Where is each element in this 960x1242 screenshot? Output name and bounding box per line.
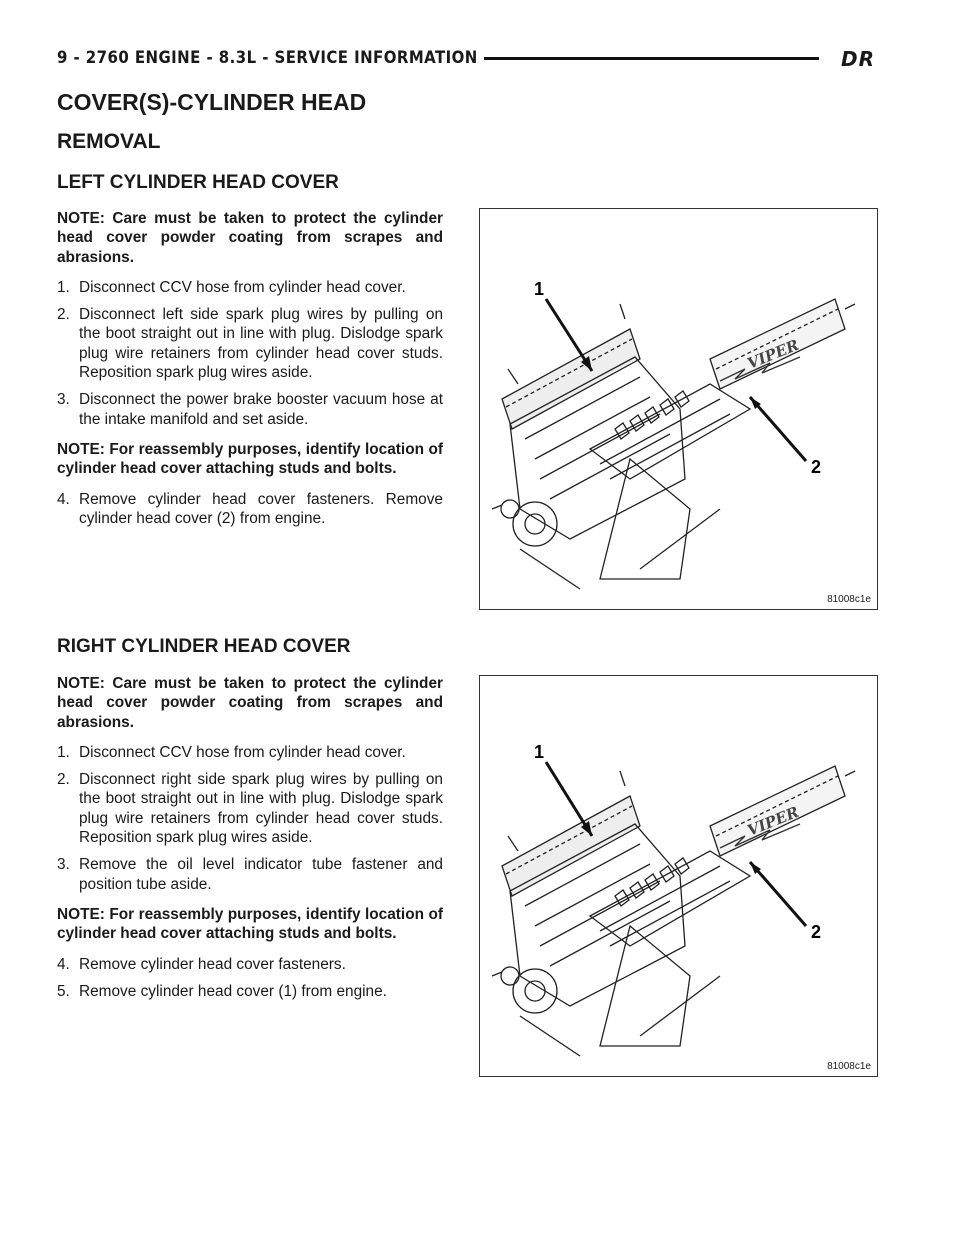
step-text: Remove cylinder head cover fasteners. Remove cylinder head cover (2) from engine.: [79, 490, 443, 527]
left-step-2: [57, 305, 443, 382]
page-title: COVER(S)-CYLINDER HEAD: [57, 89, 367, 115]
right-cover-note: NOTE: Care must be taken to protect the cylinder head cover powder coating from scrapes and abrasions.: [57, 675, 443, 731]
right-cover-reassembly-note: NOTE: For reassembly purposes, identify location of cylinder head cover attaching studs and bolts.: [57, 905, 443, 943]
right-cover-heading: RIGHT CYLINDER HEAD COVER: [57, 636, 351, 657]
right-cover-instructions: [57, 674, 443, 1009]
step-text: Disconnect CCV hose from cylinder head cover.: [79, 743, 406, 761]
step-number: 3.: [57, 856, 70, 874]
callout-2-label: 2: [811, 922, 822, 942]
right-step-4: [57, 955, 443, 974]
step-number: 4.: [57, 490, 70, 508]
left-step-3: [57, 390, 443, 429]
step-text: Remove cylinder head cover (1) from engine.: [79, 982, 387, 1000]
page-reference: 9 - 2760 ENGINE - 8.3L - SERVICE INFORMATION: [57, 48, 478, 68]
step-number: 2.: [57, 306, 70, 324]
callout-2-arrow: [750, 397, 806, 461]
step-number: 5.: [57, 982, 70, 1000]
right-step-2: [57, 770, 443, 847]
page-header: [57, 40, 879, 76]
callout-2-arrow: [750, 862, 806, 926]
figure-id: 81008c1e: [827, 594, 871, 605]
callout-1-label: 1: [534, 279, 545, 299]
step-text: Disconnect the power brake booster vacuum hose at the intake manifold and set aside.: [79, 391, 443, 428]
step-number: 1.: [57, 278, 70, 296]
figure-id: 81008c1e: [827, 1061, 871, 1072]
brand-mark: DR: [840, 47, 875, 71]
left-step-4: [57, 490, 443, 529]
left-cover-figure: [479, 208, 878, 610]
step-text: Remove the oil level indicator tube fastener and position tube aside.: [79, 856, 443, 893]
step-text: Disconnect right side spark plug wires by pulling on the boot straight out in line with plug. Dislodge spark plug wire retainers from cylinder head cover studs. Reposition spark plug wires aside.: [79, 771, 443, 847]
left-cover-note: NOTE: Care must be taken to protect the cylinder head cover powder coating from scrapes and abrasions.: [57, 210, 443, 266]
right-step-5: [57, 982, 443, 1001]
step-text: Remove cylinder head cover fasteners.: [79, 955, 346, 973]
right-step-1: [57, 743, 443, 762]
figure-logo-text: VIPER: [744, 802, 802, 840]
right-step-3: [57, 855, 443, 894]
step-text: Disconnect CCV hose from cylinder head cover.: [79, 278, 406, 296]
step-number: 3.: [57, 391, 70, 409]
left-cover-instructions: [57, 209, 443, 536]
section-heading: REMOVAL: [57, 130, 161, 153]
figure-logo-text: VIPER: [744, 335, 802, 373]
header-rule: [484, 57, 819, 60]
callout-2-label: 2: [811, 457, 822, 477]
step-text: Disconnect left side spark plug wires by pulling on the boot straight out in line with plug. Dislodge spark plug wire retainers from cylinder head cover studs. Reposition spark plug wires aside.: [79, 306, 443, 382]
step-number: 1.: [57, 743, 70, 761]
left-cover-reassembly-note: NOTE: For reassembly purposes, identify location of cylinder head cover attaching studs and bolts.: [57, 440, 443, 478]
step-number: 4.: [57, 955, 70, 973]
left-cover-heading: LEFT CYLINDER HEAD COVER: [57, 172, 339, 193]
step-number: 2.: [57, 771, 70, 789]
engine-illustration: [480, 676, 877, 1076]
callout-1-label: 1: [534, 742, 545, 762]
engine-illustration: [480, 209, 877, 609]
left-step-1: [57, 278, 443, 297]
right-cover-figure: [479, 675, 878, 1077]
